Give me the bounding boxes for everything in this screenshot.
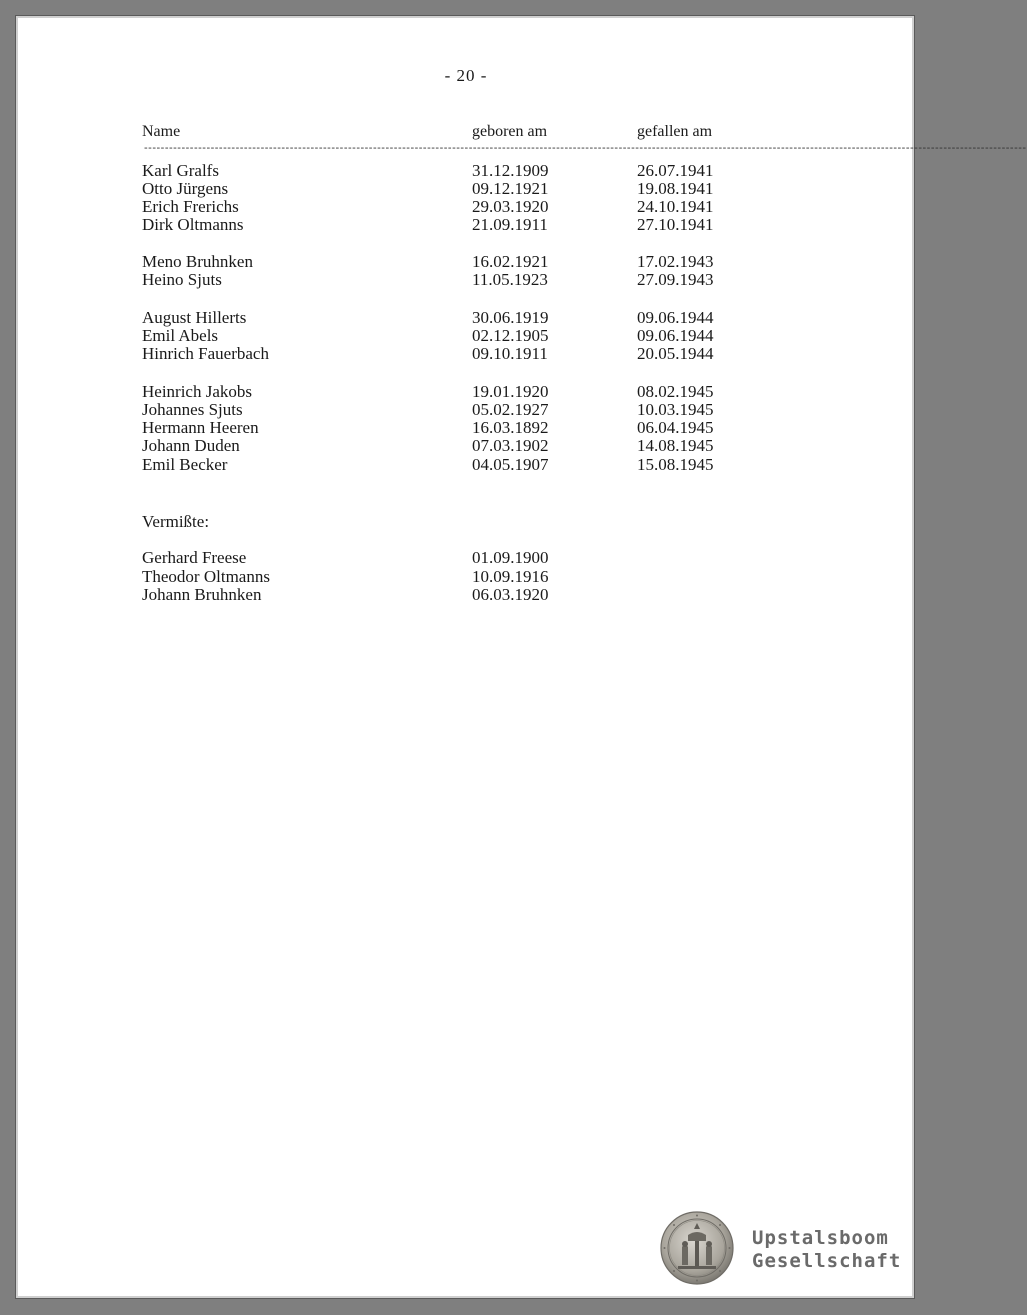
- birth-date: 29.03.1920: [472, 197, 549, 216]
- birth-date: 10.09.1916: [472, 567, 549, 586]
- person-name: Heino Sjuts: [142, 270, 222, 289]
- person-name: Theodor Oltmanns: [142, 567, 270, 586]
- list-item: [16, 197, 916, 216]
- death-date: 08.02.1945: [637, 382, 714, 401]
- list-item: [16, 161, 916, 180]
- seal-icon: [660, 1211, 734, 1285]
- list-item: [16, 326, 916, 345]
- list-item: [16, 215, 916, 234]
- death-date: 14.08.1945: [637, 436, 714, 455]
- person-name: Johannes Sjuts: [142, 400, 243, 419]
- person-name: August Hillerts: [142, 308, 247, 327]
- birth-date: 05.02.1927: [472, 400, 549, 419]
- list-item: [16, 436, 916, 455]
- death-date: 26.07.1941: [637, 161, 714, 180]
- list-item: [16, 252, 916, 271]
- death-date: 27.09.1943: [637, 270, 714, 289]
- birth-date: 31.12.1909: [472, 161, 549, 180]
- header-name: Name: [142, 123, 181, 140]
- person-name: Dirk Oltmanns: [142, 215, 244, 234]
- birth-date: 02.12.1905: [472, 326, 549, 345]
- death-date: 20.05.1944: [637, 344, 714, 363]
- dashed-rule: --------------------------------------------------------------------------------------------------------------------------------------------------------------------------------------------------------------------: [144, 142, 1027, 154]
- person-name: Otto Jürgens: [142, 179, 229, 198]
- death-date: 24.10.1941: [637, 197, 714, 216]
- page-number: - 20 -: [444, 66, 488, 85]
- death-date: 17.02.1943: [637, 252, 714, 271]
- person-name: Heinrich Jakobs: [142, 382, 253, 401]
- person-name: Meno Bruhnken: [142, 252, 253, 271]
- header-fallen: gefallen am: [637, 123, 713, 140]
- list-item: [16, 418, 916, 437]
- person-name: Johann Bruhnken: [142, 585, 262, 604]
- society-logo: [660, 1211, 910, 1289]
- list-item: [16, 308, 916, 327]
- list-item: [16, 455, 916, 474]
- list-item: [16, 270, 916, 289]
- person-name: Karl Gralfs: [142, 161, 219, 180]
- death-date: 19.08.1941: [637, 179, 714, 198]
- missing-heading: Vermißte:: [142, 512, 210, 531]
- logo-text: [752, 1227, 901, 1273]
- logo-line-1: Upstalsboom: [752, 1227, 889, 1249]
- birth-date: 16.03.1892: [472, 418, 549, 437]
- document-page: [15, 15, 1027, 1299]
- list-item: [16, 344, 916, 363]
- list-item: [16, 585, 916, 604]
- list-item: [16, 567, 916, 586]
- person-name: Hinrich Fauerbach: [142, 344, 269, 363]
- birth-date: 06.03.1920: [472, 585, 549, 604]
- person-name: Johann Duden: [142, 436, 240, 455]
- birth-date: 04.05.1907: [472, 455, 549, 474]
- birth-date: 11.05.1923: [472, 270, 548, 289]
- list-item: [16, 382, 916, 401]
- death-date: 10.03.1945: [637, 400, 714, 419]
- birth-date: 21.09.1911: [472, 215, 548, 234]
- logo-line-2: Gesellschaft: [752, 1250, 902, 1272]
- person-name: Hermann Heeren: [142, 418, 259, 437]
- person-name: Emil Abels: [142, 326, 219, 345]
- list-item: [16, 179, 916, 198]
- death-date: 27.10.1941: [637, 215, 714, 234]
- death-date: 06.04.1945: [637, 418, 714, 437]
- header-born: geboren am: [472, 123, 548, 140]
- person-name: Emil Becker: [142, 455, 228, 474]
- birth-date: 07.03.1902: [472, 436, 549, 455]
- birth-date: 30.06.1919: [472, 308, 549, 327]
- birth-date: 19.01.1920: [472, 382, 549, 401]
- birth-date: 16.02.1921: [472, 252, 549, 271]
- death-date: 09.06.1944: [637, 308, 714, 327]
- birth-date: 09.12.1921: [472, 179, 549, 198]
- list-item: [16, 548, 916, 567]
- death-date: 15.08.1945: [637, 455, 714, 474]
- person-name: Erich Frerichs: [142, 197, 239, 216]
- list-item: [16, 400, 916, 419]
- person-name: Gerhard Freese: [142, 548, 247, 567]
- birth-date: 01.09.1900: [472, 548, 549, 567]
- birth-date: 09.10.1911: [472, 344, 548, 363]
- death-date: 09.06.1944: [637, 326, 714, 345]
